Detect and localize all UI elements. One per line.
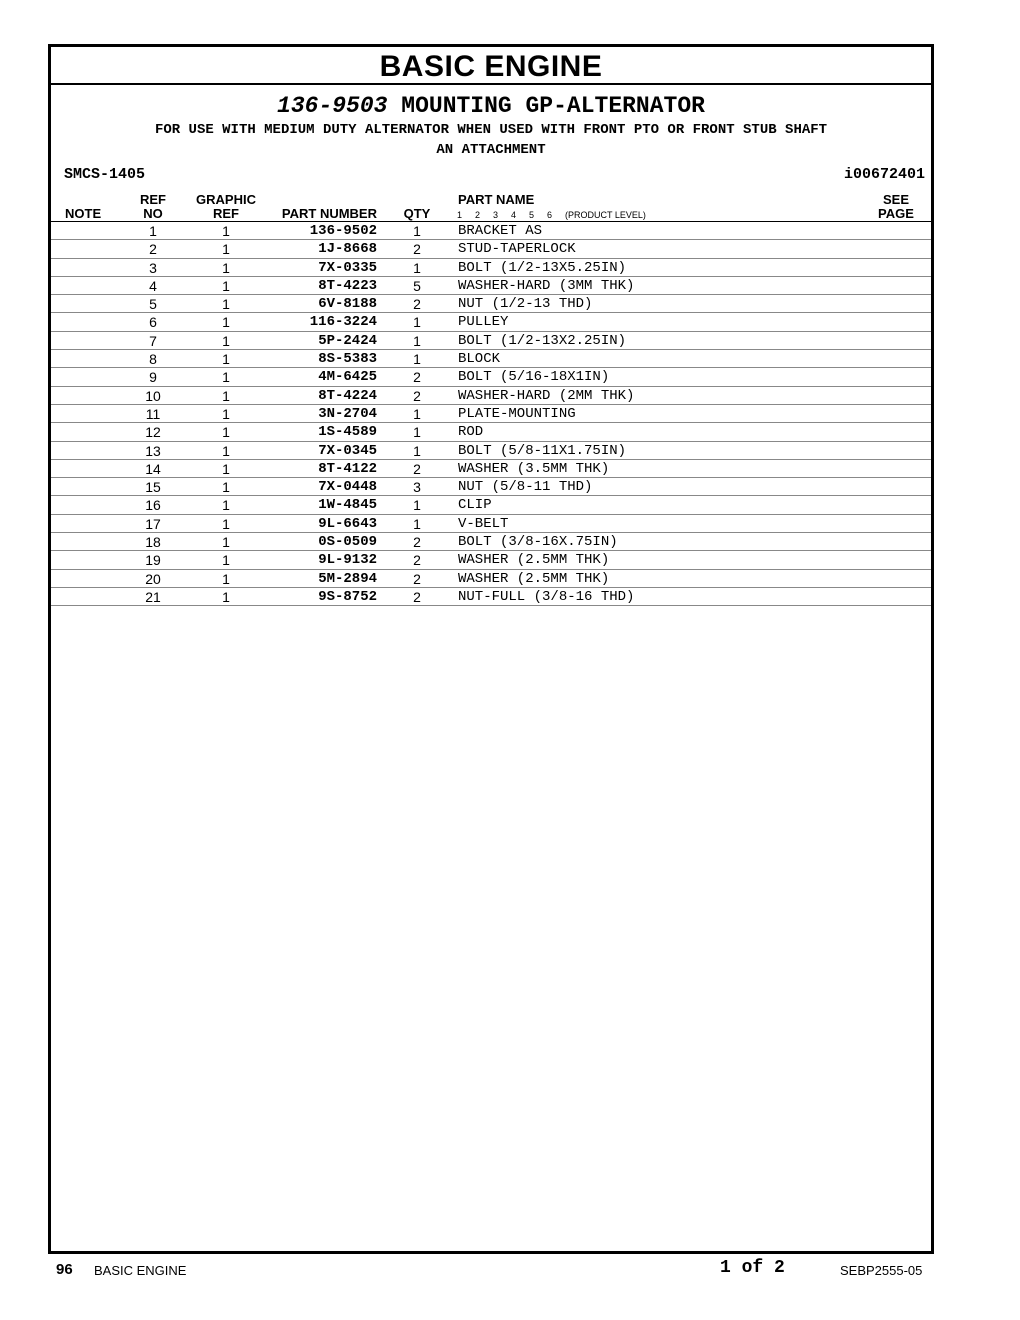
graphic-ref: 1 bbox=[222, 369, 230, 386]
quantity: 1 bbox=[413, 405, 421, 422]
quantity: 1 bbox=[413, 424, 421, 441]
table-row bbox=[51, 240, 931, 258]
quantity: 1 bbox=[413, 223, 421, 239]
table-row bbox=[51, 332, 931, 350]
table-row bbox=[51, 295, 931, 313]
graphic-ref: 1 bbox=[222, 387, 230, 404]
col-header-see-top: SEE bbox=[882, 192, 909, 207]
part-name: CLIP bbox=[458, 497, 492, 514]
quantity: 2 bbox=[413, 534, 421, 551]
part-number: 1W-4845 bbox=[318, 497, 377, 514]
graphic-ref: 1 bbox=[222, 241, 230, 258]
ref-no: 19 bbox=[145, 552, 161, 569]
col-header-part-name: PART NAME bbox=[458, 192, 535, 207]
table-row bbox=[51, 259, 931, 277]
col-header-qty: QTY bbox=[403, 206, 431, 221]
table-row bbox=[51, 496, 931, 514]
part-name: BOLT (1/2-13X2.25IN) bbox=[458, 332, 627, 349]
part-name: ROD bbox=[458, 424, 484, 441]
quantity: 1 bbox=[413, 259, 421, 276]
graphic-ref: 1 bbox=[222, 588, 230, 605]
table-row bbox=[51, 405, 931, 423]
quantity: 2 bbox=[413, 296, 421, 313]
part-number: 8S-5383 bbox=[318, 351, 377, 368]
quantity: 2 bbox=[413, 369, 421, 386]
quantity: 1 bbox=[413, 332, 421, 349]
subtitle-line-1: FOR USE WITH MEDIUM DUTY ALTERNATOR WHEN USED WITH FRONT PTO OR FRONT STUB SHAFT bbox=[154, 122, 828, 138]
part-name: STUD-TAPERLOCK bbox=[458, 241, 576, 258]
part-name: BLOCK bbox=[458, 351, 501, 368]
col-header-ref-bottom: NO bbox=[143, 206, 163, 221]
ref-no: 8 bbox=[149, 351, 157, 368]
part-name: NUT (1/2-13 THD) bbox=[458, 296, 593, 313]
table-row bbox=[51, 588, 931, 606]
level-digit: 5 bbox=[529, 210, 535, 220]
part-number: 7X-0345 bbox=[318, 442, 377, 459]
quantity: 3 bbox=[413, 479, 421, 496]
ref-no: 10 bbox=[145, 387, 161, 404]
part-number: 1J-8668 bbox=[318, 241, 377, 258]
part-name: BOLT (5/16-18X1IN) bbox=[458, 369, 610, 386]
part-number: 1S-4589 bbox=[318, 424, 377, 441]
group-number: 136-9503 bbox=[277, 93, 388, 119]
graphic-ref: 1 bbox=[222, 223, 230, 239]
graphic-ref: 1 bbox=[222, 534, 230, 551]
ref-no: 6 bbox=[149, 314, 157, 331]
part-number: 6V-8188 bbox=[318, 296, 377, 313]
ref-no: 3 bbox=[149, 259, 157, 276]
table-row bbox=[51, 442, 931, 460]
ref-no: 12 bbox=[145, 424, 161, 441]
product-level-indicator bbox=[457, 210, 646, 220]
part-name: V-BELT bbox=[458, 515, 509, 532]
level-digit: 1 bbox=[457, 210, 463, 220]
col-header-see-bottom: PAGE bbox=[878, 206, 914, 221]
part-number: 7X-0448 bbox=[318, 479, 377, 496]
level-digit: 4 bbox=[511, 210, 517, 220]
table-row bbox=[51, 533, 931, 551]
part-name: PULLEY bbox=[458, 314, 509, 331]
level-digit: 2 bbox=[475, 210, 481, 220]
part-name: WASHER-HARD (3MM THK) bbox=[458, 277, 635, 294]
section-title: BASIC ENGINE bbox=[51, 47, 931, 85]
quantity: 2 bbox=[413, 241, 421, 258]
ref-no: 18 bbox=[145, 534, 161, 551]
quantity: 1 bbox=[413, 515, 421, 532]
ref-no: 2 bbox=[149, 241, 157, 258]
quantity: 5 bbox=[413, 277, 421, 294]
graphic-ref: 1 bbox=[222, 552, 230, 569]
ref-no: 16 bbox=[145, 497, 161, 514]
document-id: SEBP2555-05 bbox=[840, 1263, 923, 1278]
ref-no: 5 bbox=[149, 296, 157, 313]
part-name: BOLT (1/2-13X5.25IN) bbox=[458, 259, 627, 276]
quantity: 2 bbox=[413, 387, 421, 404]
ref-no: 14 bbox=[145, 460, 161, 477]
level-digit: 6 bbox=[547, 210, 553, 220]
part-number: 9L-9132 bbox=[318, 552, 377, 569]
ref-no: 20 bbox=[145, 570, 161, 587]
ref-no: 7 bbox=[149, 332, 157, 349]
smcs-code: SMCS-1405 bbox=[64, 166, 146, 183]
table-row bbox=[51, 515, 931, 533]
graphic-ref: 1 bbox=[222, 332, 230, 349]
part-number: 8T-4122 bbox=[318, 460, 377, 477]
quantity: 2 bbox=[413, 460, 421, 477]
table-row bbox=[51, 222, 931, 240]
part-number: 116-3224 bbox=[309, 314, 377, 331]
ref-no: 13 bbox=[145, 442, 161, 459]
graphic-ref: 1 bbox=[222, 405, 230, 422]
graphic-ref: 1 bbox=[222, 460, 230, 477]
graphic-ref: 1 bbox=[222, 442, 230, 459]
part-number: 9L-6643 bbox=[318, 515, 377, 532]
part-number: 8T-4224 bbox=[318, 387, 377, 404]
graphic-ref: 1 bbox=[222, 351, 230, 368]
part-number: 8T-4223 bbox=[318, 277, 377, 294]
group-title bbox=[51, 91, 931, 121]
col-header-graphic-top: GRAPHIC bbox=[196, 192, 256, 207]
col-header-ref-top: REF bbox=[140, 192, 166, 207]
graphic-ref: 1 bbox=[222, 259, 230, 276]
part-name: BOLT (5/8-11X1.75IN) bbox=[458, 442, 627, 459]
group-subtitle bbox=[51, 120, 931, 160]
ref-no: 15 bbox=[145, 479, 161, 496]
graphic-ref: 1 bbox=[222, 424, 230, 441]
ref-no: 1 bbox=[149, 223, 157, 239]
part-name: NUT (5/8-11 THD) bbox=[458, 479, 593, 496]
table-row bbox=[51, 368, 931, 386]
level-label: (PRODUCT LEVEL) bbox=[565, 210, 646, 220]
ref-no: 17 bbox=[145, 515, 161, 532]
illustration-id: i00672401 bbox=[843, 166, 925, 183]
quantity: 1 bbox=[413, 351, 421, 368]
part-name: WASHER (2.5MM THK) bbox=[458, 552, 610, 569]
part-name: WASHER (3.5MM THK) bbox=[458, 460, 610, 477]
graphic-ref: 1 bbox=[222, 277, 230, 294]
part-number: 0S-0509 bbox=[318, 534, 377, 551]
part-name: PLATE-MOUNTING bbox=[458, 405, 576, 422]
footer-section: BASIC ENGINE bbox=[94, 1263, 187, 1278]
table-row bbox=[51, 478, 931, 496]
parts-page-frame bbox=[48, 44, 934, 1254]
table-row bbox=[51, 387, 931, 405]
table-row bbox=[51, 350, 931, 368]
graphic-ref: 1 bbox=[222, 570, 230, 587]
table-row bbox=[51, 570, 931, 588]
ref-no: 11 bbox=[145, 405, 161, 422]
part-number: 136-9502 bbox=[309, 223, 377, 239]
quantity: 1 bbox=[413, 442, 421, 459]
part-name: WASHER-HARD (2MM THK) bbox=[458, 387, 635, 404]
page-count: 1 of 2 bbox=[720, 1258, 785, 1278]
part-number: 5M-2894 bbox=[318, 570, 377, 587]
col-header-graphic-bottom: REF bbox=[213, 206, 239, 221]
graphic-ref: 1 bbox=[222, 479, 230, 496]
ref-no: 21 bbox=[145, 588, 161, 605]
table-row bbox=[51, 551, 931, 569]
quantity: 2 bbox=[413, 570, 421, 587]
part-name: BOLT (3/8-16X.75IN) bbox=[458, 534, 618, 551]
quantity: 1 bbox=[413, 497, 421, 514]
part-number: 9S-8752 bbox=[318, 588, 377, 605]
quantity: 2 bbox=[413, 552, 421, 569]
part-name: NUT-FULL (3/8-16 THD) bbox=[458, 588, 635, 605]
part-name: BRACKET AS bbox=[458, 223, 543, 239]
graphic-ref: 1 bbox=[222, 314, 230, 331]
group-name: MOUNTING GP-ALTERNATOR bbox=[401, 93, 705, 119]
table-row bbox=[51, 460, 931, 478]
parts-table bbox=[51, 222, 931, 606]
table-row bbox=[51, 277, 931, 295]
subtitle-line-2: AN ATTACHMENT bbox=[436, 142, 546, 158]
graphic-ref: 1 bbox=[222, 497, 230, 514]
part-number: 3N-2704 bbox=[318, 405, 377, 422]
quantity: 2 bbox=[413, 588, 421, 605]
table-row bbox=[51, 423, 931, 441]
graphic-ref: 1 bbox=[222, 515, 230, 532]
graphic-ref: 1 bbox=[222, 296, 230, 313]
page-number: 96 bbox=[56, 1261, 73, 1278]
part-number: 4M-6425 bbox=[318, 369, 377, 386]
col-header-part-number: PART NUMBER bbox=[281, 206, 377, 221]
table-row bbox=[51, 313, 931, 331]
part-name: WASHER (2.5MM THK) bbox=[458, 570, 610, 587]
quantity: 1 bbox=[413, 314, 421, 331]
part-number: 5P-2424 bbox=[318, 332, 377, 349]
ref-no: 4 bbox=[149, 277, 157, 294]
col-header-note: NOTE bbox=[65, 206, 102, 221]
level-digit: 3 bbox=[493, 210, 499, 220]
ref-no: 9 bbox=[149, 369, 157, 386]
part-number: 7X-0335 bbox=[318, 259, 377, 276]
